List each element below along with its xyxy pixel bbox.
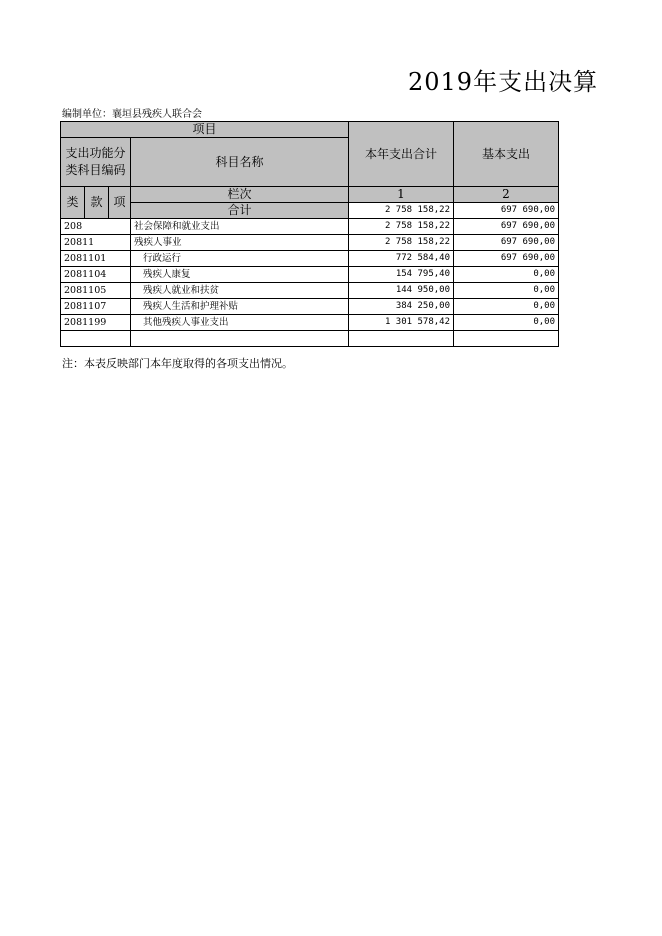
row-subject-name: 残疾人事业 — [131, 235, 349, 251]
table-row — [61, 283, 559, 299]
subject-name-header: 科目名称 — [131, 138, 349, 187]
row-basic: 0,00 — [454, 315, 559, 331]
col1-number: 1 — [349, 187, 454, 203]
row-code: 2081107 — [61, 299, 131, 315]
row-basic: 0,00 — [454, 299, 559, 315]
header-row-4 — [61, 203, 559, 219]
row-basic: 0,00 — [454, 283, 559, 299]
header-row-1 — [61, 122, 559, 138]
header-row-3 — [61, 187, 559, 203]
row-total: 154 795,40 — [349, 267, 454, 283]
row-subject-name: 其他残疾人事业支出 — [131, 315, 349, 331]
row-code: 2081199 — [61, 315, 131, 331]
expenditure-table — [60, 121, 559, 347]
row-total: 2 758 158,22 — [349, 235, 454, 251]
row-total: 1 301 578,42 — [349, 315, 454, 331]
row-basic: 697 690,00 — [454, 251, 559, 267]
table-row — [61, 235, 559, 251]
kuan-header: 款 — [85, 187, 109, 219]
row-subject-name: 社会保障和就业支出 — [131, 219, 349, 235]
lei-header: 类 — [61, 187, 85, 219]
col2-number: 2 — [454, 187, 559, 203]
row-total: 384 250,00 — [349, 299, 454, 315]
row-basic: 697 690,00 — [454, 219, 559, 235]
func-code-header: 支出功能分类科目编码 — [61, 138, 131, 187]
lanci-header: 栏次 — [131, 187, 349, 203]
heji-basic: 697 690,00 — [454, 203, 559, 219]
row-code: 2081104 — [61, 267, 131, 283]
unit-label: 编制单位：襄垣县残疾人联合会 — [62, 109, 202, 120]
heji-total: 2 758 158,22 — [349, 203, 454, 219]
row-subject-name: 残疾人就业和扶贫 — [131, 283, 349, 299]
xiang-header: 项 — [109, 187, 131, 219]
title-clip — [60, 60, 599, 100]
row-code: 2081101 — [61, 251, 131, 267]
row-total: 772 584,40 — [349, 251, 454, 267]
row-total: 2 758 158,22 — [349, 219, 454, 235]
row-subject-name: 残疾人康复 — [131, 267, 349, 283]
table-row — [61, 299, 559, 315]
table-row — [61, 267, 559, 283]
table-body — [61, 122, 559, 347]
blank-row — [61, 331, 559, 347]
row-basic: 697 690,00 — [454, 235, 559, 251]
table-row — [61, 315, 559, 331]
heji-header: 合计 — [131, 203, 349, 219]
row-code: 2081105 — [61, 283, 131, 299]
table-row — [61, 219, 559, 235]
page-title: 2019年支出决算 — [408, 68, 599, 96]
blank-cell — [454, 331, 559, 347]
blank-cell — [349, 331, 454, 347]
footnote: 注：本表反映部门本年度取得的各项支出情况。 — [62, 357, 293, 370]
blank-cell — [131, 331, 349, 347]
basic-col-header: 基本支出 — [454, 122, 559, 187]
row-subject-name: 行政运行 — [131, 251, 349, 267]
total-col-header: 本年支出合计 — [349, 122, 454, 187]
row-basic: 0,00 — [454, 267, 559, 283]
row-code: 208 — [61, 219, 131, 235]
row-subject-name: 残疾人生活和护理补贴 — [131, 299, 349, 315]
blank-cell — [61, 331, 131, 347]
row-code: 20811 — [61, 235, 131, 251]
row-total: 144 950,00 — [349, 283, 454, 299]
project-header: 项目 — [61, 122, 349, 138]
table-row — [61, 251, 559, 267]
